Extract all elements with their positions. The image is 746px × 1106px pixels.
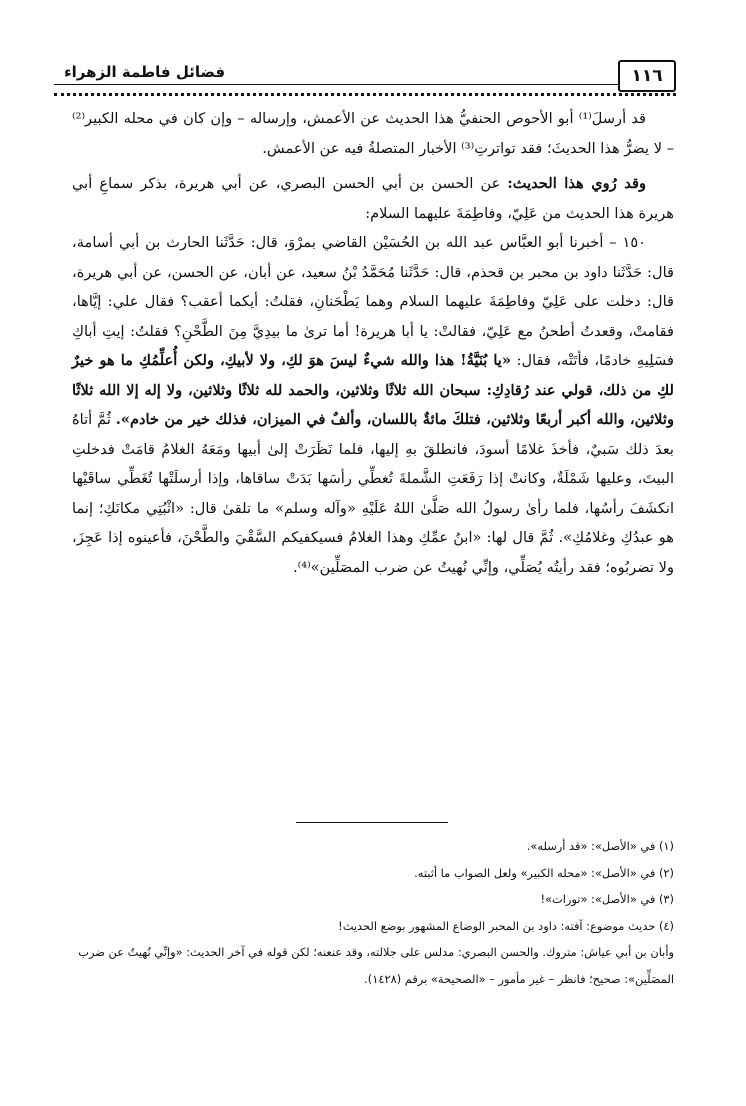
footnote-4-continuation: وأبان بن أبي عياش: متروك. والحسن البصري: مدلس على جلالته، وقد عنعنه؛ لكن قوله في آخر الحديث: «وإنِّي نُهيتُ عن ضرب المصَلِّين»: صحيح؛ فانظر – غير مأمور – «الصحيحة» برقم (١٤٢٨).: [78, 945, 674, 986]
paragraph-chain: [72, 169, 674, 228]
paragraph-hadith-150: [72, 228, 674, 582]
main-text: [72, 104, 674, 582]
hadith-continuation: ثُمَّ أتاهُ بعدَ ذلك سَبيٌ، فأخذَ غلامًا أسودَ، فانطلقَ بهِ إليها، فلما نَظَرَتْ إلىٰ أبيها ومَعَهُ الغلامُ قامَتْ فدخلتِ البيتَ، وعليها شَمْلَةٌ، وكانتْ إذا رَفَعَتِ الشَّملةَ تُغطِّي رأسَها بَدَتْ ساقاها، وإذا أرسلَتْها تُغَطِّي ساقَيْها انكشَفَ رأسُها، فلما رأىٰ رسولُ الله صَلَّىٰ اللهُ عَلَيْهِ «وآله وسلم» ما تلقىٰ قال: «اثْبُتِي مكانَكِ؛ إنما هو عبدُكِ وغلامُكِ». ثُمَّ قال لها: «ابنُ عمِّكِ وهذا الغلامُ فسيكفيكم السَّقْيَ والطَّحْنَ، فأعينوه إذا عَجِزَ، ولا تضربُوه؛ فقد رأيتُه يُصَلِّي، وإنِّي نُهيتُ عن ضرب المصَلِّين»⁽⁴⁾.: [72, 411, 674, 576]
hadith-isnad: ١٥٠ – أخبرنا أبو العبَّاس عبد الله بن الحُسَيْن القاضي بمرْوَ، قال: حَدَّثَنا الحارث بن أبي أسامة، قال: حَدَّثَنا داود بن محبر بن قحذم، قال: حَدَّثَنا مُحَمَّدُ بْنُ سعيد، عن أبان، عن الحسن، عن أبي هريرة، قال: دخلت على عَلِيّ وفاطِمَةَ عليهما السلام وهما يَطْحَنانِ، فقلتُ: أيكما أعقب؟ فقال علي: إيَّاها، فقامتْ، وقعدتُ أطحنُ مع عَلِيّ، فقالتْ: يا أبا هريرة! أما ترىٰ ما بيدِيَّ مِنَ الطَّحْنِ؟ فقلتُ: إيتِ أباكِ فسَلِيهِ خادمًا، فأتَتْه، فقال:: [72, 234, 674, 369]
footnotes: [62, 833, 674, 992]
footnote-1: (١) في «الأصل»: «قد أرسله».: [526, 839, 674, 853]
page-header: [54, 60, 676, 94]
header-rule: [54, 84, 618, 85]
footnote-2: (٢) في «الأصل»: «محله الكبير» ولعل الصواب ما أثبته.: [414, 865, 674, 880]
footnote-4: (٤) حديث موضوع: آفته: داود بن المحبر الوضاع المشهور بوضع الحديث!: [338, 918, 674, 933]
running-title: فضائل فاطمة الزهراء: [64, 63, 226, 81]
chain-lead: وقد رُوي هذا الحديث:: [507, 175, 646, 192]
hadith-quote: «يا بُنَيَّةُ! هذا والله شيءٌ ليسَ هوَ لكِ، ولا لأبيكِ، ولكن أُعلِّمُكِ ما هو خيرٌ لكِ من ذلك، قولي عند رُقادِكِ: سبحان الله ثلاثًا وثلاثين، والحمد لله ثلاثًا وثلاثين، ولا إله إلا الله ثلاثًا وثلاثين، والله أكبر أربعًا وثلاثين، فتلكَ مائةٌ باللسان، وألفٌ في الميزان، فذلك خير من خادم».: [72, 352, 674, 428]
footnote-3: (٣) في «الأصل»: «تورات»!: [540, 892, 674, 906]
page-number: ١١٦: [618, 60, 676, 92]
footnote-rule: [296, 822, 448, 823]
paragraph-intro: قد أرسلَ⁽¹⁾ أبو الأحوص الحنفيُّ هذا الحديث عن الأعمش، وإرساله – وإن كان في محله الكبير⁽²⁾ – لا يضرُّ هذا الحديثَ؛ فقد تواترتِ⁽³⁾ الأخبار المتصلةُ فيه عن الأعمش.: [72, 110, 674, 157]
dotted-divider: [54, 93, 676, 96]
chain-text: عن الحسن بن أبي الحسن البصري، عن أبي هريرة، بذكر سماعِ أبي هريرة هذا الحديث من عَلِيّ، وفاطِمَةَ عليهما السلام:: [72, 175, 674, 222]
